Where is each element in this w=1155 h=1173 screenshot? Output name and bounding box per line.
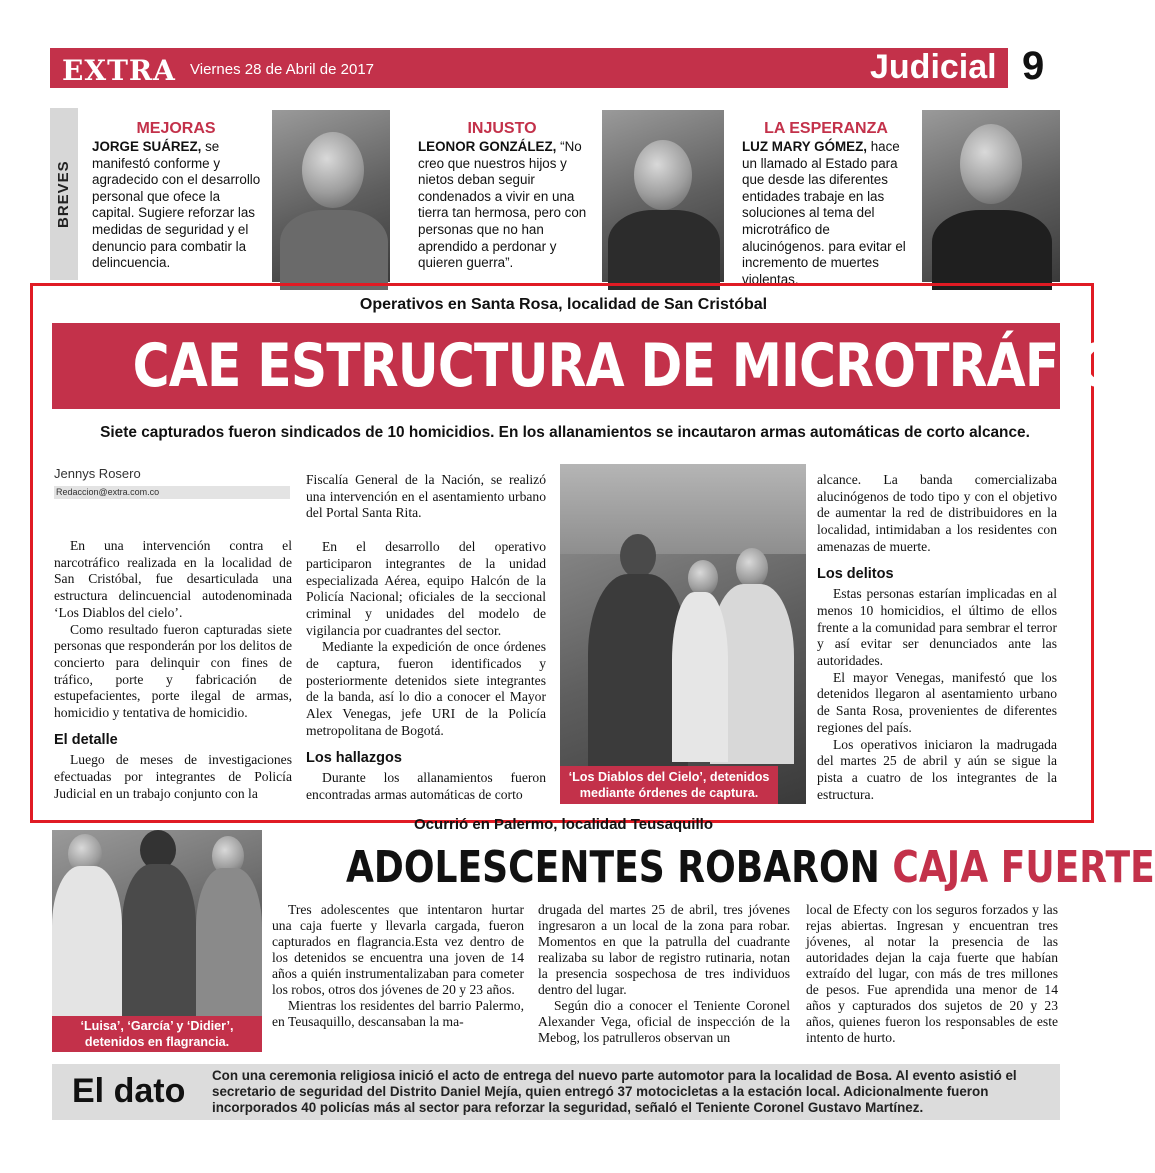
photo-caption: ‘Los Diablos del Cielo’, detenidos mediante órdenes de captura. [560,766,778,804]
breve-text [92,139,262,272]
paragraph: drugada del martes 25 de abril, tres jóvenes ingresaron a un local de la zona para robar. Momentos en que la patrulla del cuadrante realizaba su labor de registro rutinaria, notan la presencia sospechosa de tres individuos dentro del lugar. [538,902,790,997]
photo-caption: ‘Luisa’, ‘García’ y ‘Didier’, detenidos en flagrancia. [52,1016,262,1052]
paragraph: alcance. La banda comercializaba alucinógenos de todo tipo y con el objetivo de aumentar la red de distribuidores en la localidad, intimidaban a los residentes con amenazas de muerte. [817,472,1057,554]
headline-red-part: CAJA FUERTE [892,842,1155,893]
paragraph: En el desarrollo del operativo participaron integrantes de la unidad especializada Aérea, equipo Halcón de la Policía Nacional; oficiales de la seccional criminal y unidades del modelo de vigilancia por cuadrantes del sector. [306,539,546,638]
paragraph: local de Efecty con los seguros forzados y las rejas abiertas. Ingresan y encuentran tres jóvenes, al notar la presencia de las autoridades dejan la caja fuerte que habían extraído del lugar, con más de tres millones de pesos. Fue aprendida una menor de 14 años y capturados dos sujetos de 20 y 23 años, quienes fueron los responsables de este intento de hurto. [806,902,1058,1045]
article-column-2 [306,472,546,804]
section-subheading: Los delitos [817,565,894,582]
breve-portrait-photo [922,110,1060,282]
article-subhead: Siete capturados fueron sindicados de 10 homicidios. En los allanamientos se incautaron armas automáticas de corto alcance. [100,424,1030,441]
issue-date: Viernes 28 de Abril de 2017 [190,61,375,78]
article-headline [346,842,1155,893]
paragraph: El mayor Venegas, manifestó que los detenidos llegaron al asentamiento urbano de Santa Rosa, provenientes de diferentes regiones del país. [817,669,1057,735]
paragraph: Los operativos iniciaron la madrugada del martes 25 de abril y aún se sigue la pista a cuatro de los integrantes de la estructura. [817,736,1057,802]
breve-portrait-photo [272,110,390,282]
breve-title: LA ESPERANZA [764,120,888,137]
newspaper-logo: EXTRA [62,54,176,87]
breve-title: MEJORAS [136,120,216,137]
paragraph: En una intervención contra el narcotráfico realizada en la localidad de San Cristóbal, fue desarticulada una estructura delincuencial autodenominada ‘Los Diablos del cielo’. [54,538,292,620]
paragraph: Fiscalía General de la Nación, se realizó una intervención en el asentamiento urbano del Portal Santa Rita. [306,472,546,521]
breve-text [742,139,912,288]
article-headline: CAE ESTRUCTURA DE MICROTRÁFICO [132,331,1155,401]
paragraph: Según dio a conocer el Teniente Coronel Alexander Vega, oficial de inspección de la Mebog, los patrulleros observan un [538,998,790,1045]
breve-body: “No creo que nuestros hijos y nietos deban seguir condenados a vivir en una tierra tan hermosa, pero con personas que no han aprendido a perdonar y quieren guerra”. [418,139,587,271]
paragraph: Durante los allanamientos fueron encontradas armas automáticas de corto [306,770,546,802]
author-email: Redaccion@extra.com.co [54,486,290,499]
second-article-column-3 [806,902,1058,1046]
breve-name: JORGE SUÁREZ, [92,139,202,154]
breve-body: hace un llamado al Estado para que desde las diferentes entidades trabaje en las soluciones al tema del microtráfico de alucinógenos. para evitar el incremento de muertes violentas. [742,139,906,287]
second-article-column-2 [538,902,790,1046]
paragraph: Estas personas estarían implicadas en al menos 10 homicidios, el último de ellos frente a la comunidad para sembrar el terror y así evitar ser denunciados ante las autoridades. [817,586,1057,669]
article-kicker: Ocurrió en Palermo, localidad Teusaquillo [414,816,713,833]
section-title: Judicial [870,48,997,86]
paragraph: Mientras los residentes del barrio Palermo, en Teusaquillo, descansaban la ma- [272,998,524,1029]
breve-text [418,139,590,272]
second-article-column-1 [272,902,524,1030]
paragraph: Como resultado fueron capturadas siete personas que responderán por los delitos de concierto para delinquir con fines de tráfico, porte y fabricación de estupefacientes, porte ilegal de armas, homicidio y tentativa de homicidio. [54,621,292,721]
paragraph: Mediante la expedición de once órdenes de captura, fueron identificados y posteriormente detenidos siete integrantes de la banda, así lo dio a conocer el Mayor Alex Venegas, jefe URI de la Policía metropolitana de Bogotá. [306,639,546,738]
breve-name: LUZ MARY GÓMEZ, [742,139,867,154]
breves-label: BREVES [55,160,72,228]
breve-title: INJUSTO [467,120,537,137]
paragraph: Luego de meses de investigaciones efectuadas por integrantes de Policía Judicial en un trabajo conjunto con la [54,752,292,801]
section-subheading: Los hallazgos [306,749,402,766]
page-header [50,44,1060,92]
article-kicker: Operativos en Santa Rosa, localidad de San Cristóbal [359,296,768,313]
el-dato-text: Con una ceremonia religiosa inició el acto de entrega del nuevo parte automotor para la localidad de Bosa. Al evento asistió el secretario de seguridad del Distrito Daniel Mejía, quien entregó 37 motocicletas a la estación local. Adicionalmente fueron incorporados 40 policías más al sector para reforzar la seguridad, señaló el Teniente Coronel Gustavo Martínez. [212,1068,1017,1115]
article-column-4 [817,472,1057,803]
main-article-photo [560,464,806,804]
section-subheading: El detalle [54,731,118,748]
el-dato-label: El dato [72,1072,186,1110]
article-author: Jennys Rosero [54,466,141,481]
page-number: 9 [1022,44,1045,88]
breve-name: LEONOR GONZÁLEZ, [418,139,557,154]
breve-portrait-photo [602,110,724,282]
headline-black-part: ADOLESCENTES ROBARON [346,842,880,893]
article-column-1 [54,538,292,803]
breve-body: se manifestó conforme y agradecido con el desarrollo personal que ofece la capital. Sugiere reforzar las medidas de seguridad y el denuncio para combatir la delincuencia. [92,139,261,271]
paragraph: Tres adolescentes que intentaron hurtar una caja fuerte y llevarla cargada, fueron capturados en flagrancia.Esta vez dentro de los detenidos se encuentra una joven de 14 años a quién instrumentalizaban para cometer los robos, otros dos jóvenes de 20 y 23 años. [272,902,524,997]
